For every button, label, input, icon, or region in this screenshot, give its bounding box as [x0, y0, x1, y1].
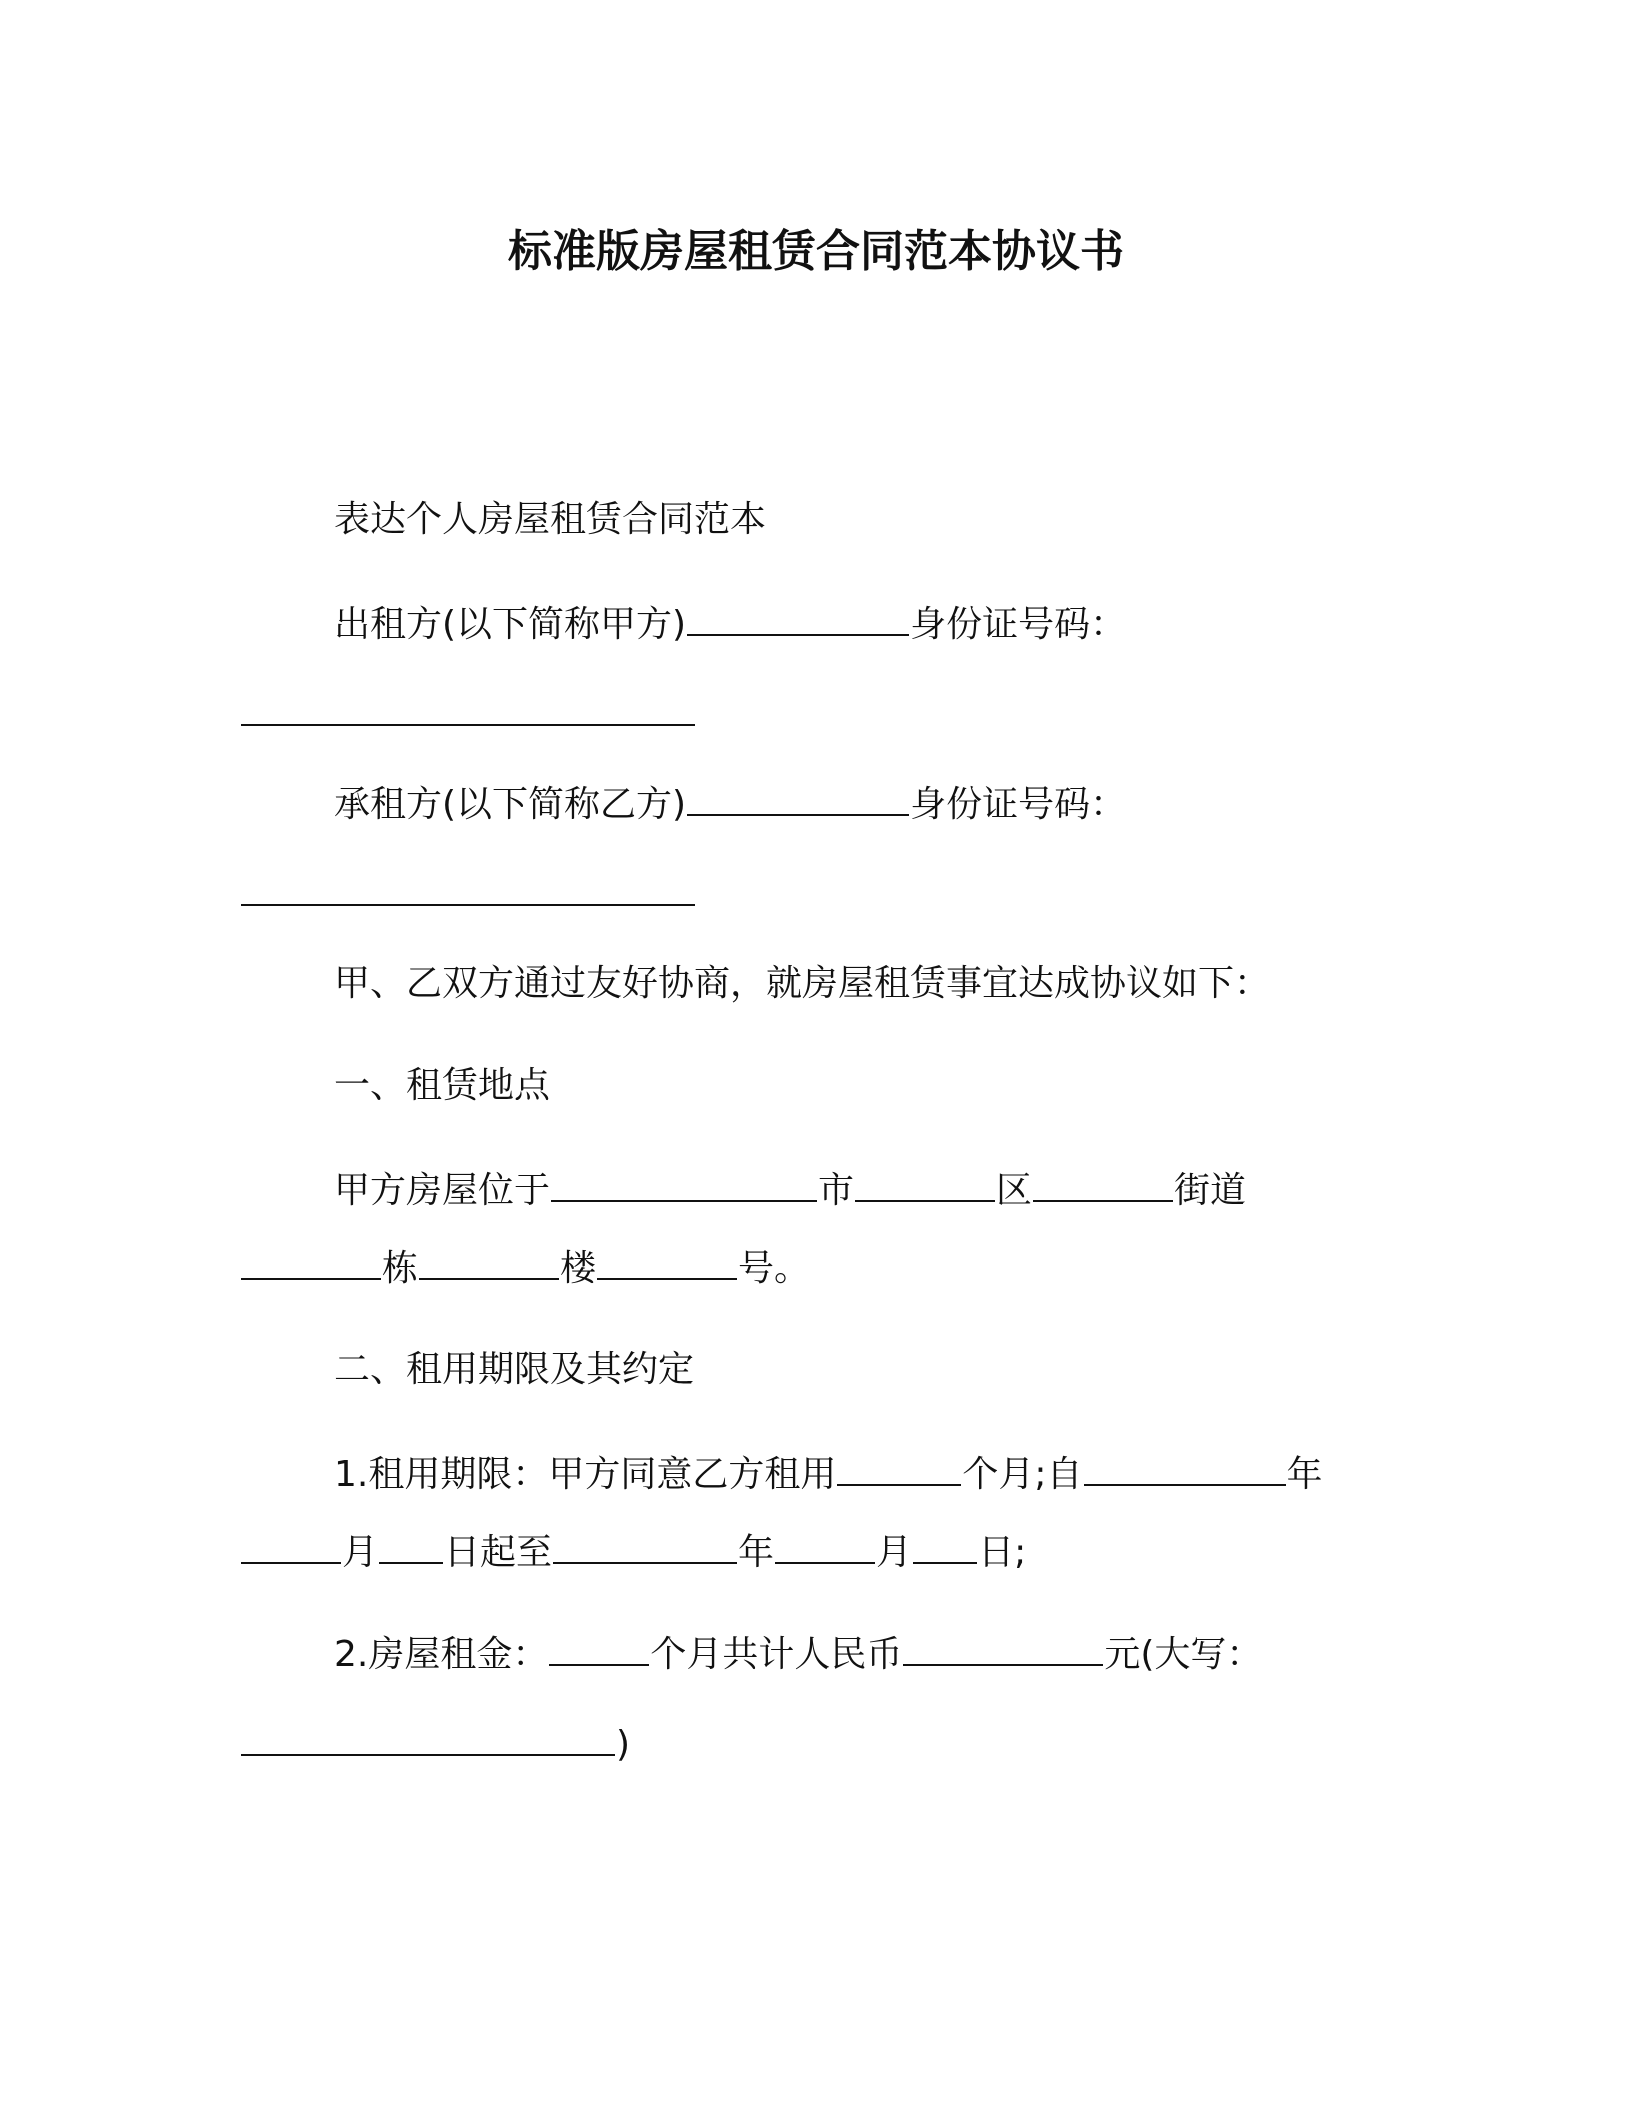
location-number-blank[interactable]: [597, 1244, 737, 1280]
lessor-id-blank[interactable]: [241, 690, 695, 726]
term-day-end-label: 日;: [978, 1532, 1027, 1573]
street-label: 街道: [1174, 1170, 1247, 1211]
term-day-from-label: 日起至: [444, 1532, 553, 1573]
lessee-id-label: 身份证号码：: [910, 784, 1127, 825]
term-end-month-blank[interactable]: [775, 1528, 875, 1564]
term-month1-label: 月: [342, 1532, 379, 1573]
rent-months-total-label: 个月共计人民币: [650, 1634, 903, 1675]
document-subtitle: 表达个人房屋租赁合同范本: [334, 499, 767, 540]
rent-amount-blank[interactable]: [903, 1630, 1103, 1666]
location-city-blank[interactable]: [551, 1166, 817, 1202]
location-district-blank[interactable]: [855, 1166, 995, 1202]
section2-heading: 二、租用期限及其约定: [334, 1349, 695, 1390]
number-label: 号。: [738, 1248, 811, 1289]
term-start-month-blank[interactable]: [241, 1528, 341, 1564]
rent-amount-words-blank[interactable]: [241, 1720, 615, 1756]
lessor-name-blank[interactable]: [687, 600, 909, 636]
lessee-name-blank[interactable]: [687, 780, 909, 816]
term-line-2: [240, 1528, 1026, 1577]
term-start-year-blank[interactable]: [1084, 1450, 1286, 1486]
agreement-intro: 甲、乙双方通过友好协商，就房屋租赁事宜达成协议如下：: [334, 963, 1271, 1004]
rent-close-label: ): [616, 1724, 631, 1765]
term-month2-label: 月: [876, 1532, 913, 1573]
location-building-blank[interactable]: [241, 1244, 381, 1280]
location-floor-blank[interactable]: [419, 1244, 559, 1280]
city-label: 市: [818, 1170, 855, 1211]
term-months-label: 个月;自: [962, 1454, 1083, 1495]
term-end-year-blank[interactable]: [553, 1528, 737, 1564]
lessee-line: [334, 780, 1126, 829]
term-year1-label: 年: [1286, 1454, 1323, 1495]
lessee-id-line: [240, 870, 696, 919]
section1-heading: 一、租赁地点: [334, 1065, 551, 1106]
lessor-label: 出租方(以下简称甲方): [334, 604, 687, 645]
term-months-blank[interactable]: [837, 1450, 961, 1486]
term-end-day-blank[interactable]: [913, 1528, 977, 1564]
location-prefix: 甲方房屋位于: [334, 1170, 551, 1211]
rent-line: [334, 1630, 1262, 1679]
lessor-id-label: 身份证号码：: [910, 604, 1127, 645]
location-street-blank[interactable]: [1033, 1166, 1173, 1202]
term-start-day-blank[interactable]: [379, 1528, 443, 1564]
district-label: 区: [996, 1170, 1033, 1211]
rent-yuan-label: 元(大写：: [1104, 1634, 1263, 1675]
lessee-id-blank[interactable]: [241, 870, 695, 906]
rent-line-2: [240, 1720, 630, 1769]
term-prefix: 1.租用期限：甲方同意乙方租用: [334, 1454, 837, 1495]
lessor-line: [334, 600, 1126, 649]
building-label: 栋: [382, 1248, 419, 1289]
term-line: [334, 1450, 1323, 1499]
lessee-label: 承租方(以下简称乙方): [334, 784, 687, 825]
term-year2-label: 年: [738, 1532, 775, 1573]
rent-prefix: 2.房屋租金：: [334, 1634, 549, 1675]
rent-months-blank[interactable]: [549, 1630, 649, 1666]
floor-label: 楼: [560, 1248, 597, 1289]
location-line-2: [240, 1244, 810, 1293]
lessor-id-line: [240, 690, 696, 739]
document-title: 标准版房屋租赁合同范本协议书: [508, 226, 1124, 277]
location-line: [334, 1166, 1246, 1215]
